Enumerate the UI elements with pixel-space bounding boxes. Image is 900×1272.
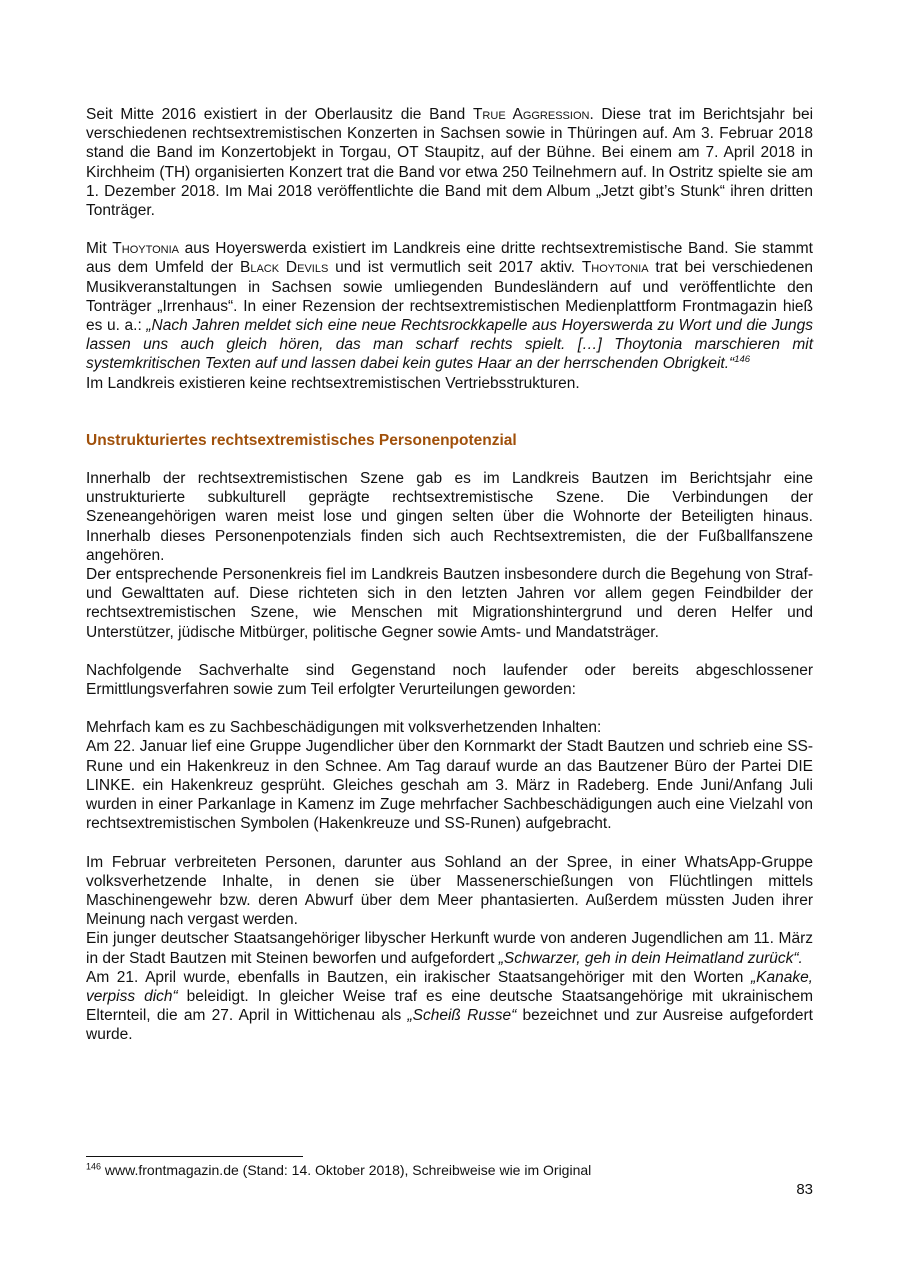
paragraph-stones: Ein junger deutscher Staatsangehöriger libyscher Herkunft wurde von anderen Jugendlichen am 11. März in der Stadt Bautzen mit Steinen beworfen und aufgefordert „Schwarzer, geh in dein Heimatland zurück“.: [86, 930, 813, 967]
footnote: [86, 1162, 813, 1178]
quote-schwarzer: „Schwarzer, geh in dein Heimatland zurück“.: [498, 949, 803, 967]
band-name-true-aggression: True Aggression: [472, 106, 590, 123]
footnote-number: 146: [86, 1161, 102, 1172]
page-number: 83: [796, 1181, 813, 1198]
footnote-reference: 146: [734, 354, 751, 366]
paragraph-true-aggression: Seit Mitte 2016 existiert in der Oberlausitz die Band True Aggression. Diese trat im Berichtsjahr bei verschiedenen rechtsextremistischen Konzerten in Sachsen sowie in Thüringen auf. Am 3. Februar 2018 stand die Band im Konzertobjekt in Torgau, OT Staupitz, auf der Bühne. Bei einem am 7. April 2018 in Kirchheim (TH) organisierten Konzert trat die Band vor etwa 250 Teilnehmern auf. In Ostritz spielte sie am 1. Dezember 2018. Im Mai 2018 veröffentlichte die Band mit dem Album „Jetzt gibt’s Stunk“ ihren dritten Tonträger.: [86, 106, 814, 220]
band-name-thoytonia-2: Thoytonia: [581, 259, 649, 277]
paragraph-damage-cases: Am 22. Januar lief eine Gruppe Jugendlicher über den Kornmarkt der Stadt Bautzen und schrieb eine SS-Rune und ein Hakenkreuz in den Schnee. Am Tag darauf wurde an das Bautzener Büro der Partei DIE LINKE. ein Hakenkreuz gesprüht. Gleiches geschah am 3. März in Radeberg. Ende Juni/Anfang Juli wurden in einer Parkanlage in Kamenz im Zuge mehrfacher Sachbeschädigungen auch eine Vielzahl von rechtsextremistischen Symbolen (Hakenkreuze und SS-Runen) aufgebracht.: [86, 738, 813, 833]
paragraph-investigations: Nachfolgende Sachverhalte sind Gegenstand noch laufender oder bereits abgeschlossener Ermittlungsverfahren sowie zum Teil erfolgter Verurteilungen geworden:: [86, 661, 813, 699]
review-quote: „Nach Jahren meldet sich eine neue Rechtsrockkapelle aus Hoyerswerda zu Wort und die Jungs lassen uns auch gleich hören, das man scharf rechts spielt. […] Thoytonia marschieren mit systemkritischen Texten auf und lassen dabei kein gutes Haar an der herrschenden Obrigkeit.“: [86, 317, 813, 373]
paragraph-distribution: Im Landkreis existieren keine rechtsextremistischen Vertriebsstrukturen.: [86, 374, 580, 392]
footnote-divider: [86, 1156, 303, 1157]
band-name-black-devils: Black Devils: [240, 259, 329, 277]
paragraph-thoytonia: Mit Thoytonia aus Hoyerswerda existiert im Landkreis eine dritte rechtsextremistische Band. Sie stammt aus dem Umfeld der Black Devils und ist vermutlich seit 2017 aktiv. Thoytonia trat bei verschiedenen Musikveranstaltungen in Sachsen sowie umliegenden Bundesländern auf und veröffentlichte den Tonträger „Irrenhaus“. In einer Rezension der rechtsextremistischen Medienplattform Frontmagazin hieß es u. a.: „Nach Jahren meldet sich eine neue Rechtsrockkapelle aus Hoyerswerda zu Wort und die Jungs lassen uns auch gleich hören, das man scharf rechts spielt. […] Thoytonia marschieren mit systemkritischen Texten auf und lassen dabei kein gutes Haar an der herrschenden Obrigkeit.“$^{146}$: [86, 240, 813, 373]
band-name-thoytonia: Thoytonia: [112, 240, 180, 258]
page-body: [86, 105, 813, 1045]
paragraph-whatsapp: Im Februar verbreiteten Personen, darunter aus Sohland an der Spree, in einer WhatsApp-Gruppe volksverhetzende Inhalte, in denen sie über Massenerschießungen von Flüchtlingen mittels Maschinengewehr bzw. deren Abwurf über dem Meer phantasierten. Außerdem müssten Juden ihrer Meinung nach vergast werden.: [86, 853, 813, 929]
paragraph-damage-intro: Mehrfach kam es zu Sachbeschädigungen mit volksverhetzenden Inhalten:: [86, 719, 602, 737]
paragraph-offenses: Der entsprechende Personenkreis fiel im Landkreis Bautzen insbesondere durch die Begehung von Straf- und Gewalttaten auf. Diese richteten sich in den letzten Jahren vor allem gegen Feindbilder der rechtsextremistischen Szene, wie Menschen mit Migrationshintergrund und deren Helfer und Unterstützer, jüdische Mitbürger, politische Gegner sowie Amts- und Mandatsträger.: [86, 566, 813, 641]
quote-kanake: „Kanake, verpiss dich“: [86, 968, 813, 1005]
section-heading: Unstrukturiertes rechtsextremistisches Personenpotenzial: [86, 431, 517, 449]
footnote-text: www.frontmagazin.de (Stand: 14. Oktober 2018), Schreibweise wie im Original: [101, 1162, 592, 1178]
quote-russe: „Scheiß Russe“: [407, 1007, 517, 1025]
paragraph-scene: Innerhalb der rechtsextremistischen Szene gab es im Landkreis Bautzen im Berichtsjahr eine unstrukturierte subkulturell geprägte rechtsextremistische Szene. Die Verbindungen der Szeneangehörigen waren meist lose und gingen selten über die Wohnorte der Beteiligten hinaus. Innerhalb dieses Personenpotenzials finden sich auch Rechtsextremisten, die der Fußballfanszene angehören.: [86, 470, 813, 564]
paragraph-insults: Am 21. April wurde, ebenfalls in Bautzen, ein irakischer Staatsangehöriger mit den Worten „Kanake, verpiss dich“ beleidigt. In gleicher Weise traf es eine deutsche Staatsangehörige mit ukrainischem Elternteil, die am 27. April in Wittichenau als „Scheiß Russe“ bezeichnet und zur Ausreise aufgefordert wurde.: [86, 968, 814, 1044]
